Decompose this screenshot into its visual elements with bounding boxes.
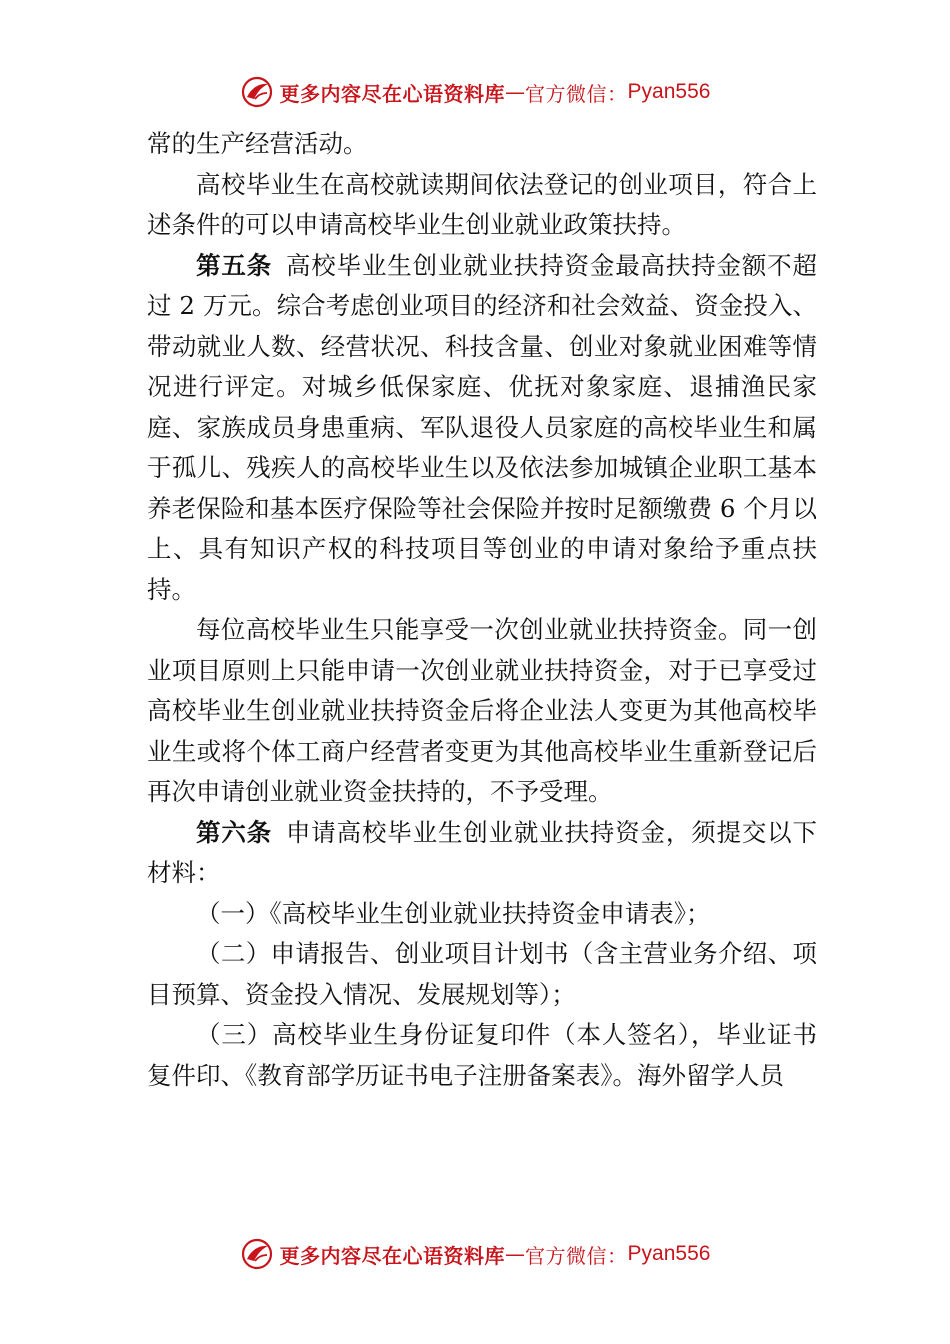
footer-watermark-banner — [0, 1234, 950, 1274]
list-item: （二）申请报告、创业项目计划书（含主营业务介绍、项目预算、资金投入情况、发展规划等）； — [147, 939, 817, 1009]
banner-wechat-id: Pyan556 — [627, 80, 711, 103]
paragraph-graduate-projects: 高校毕业生在高校就读期间依法登记的创业项目，符合上述条件的可以申请高校毕业生创业就业政策扶持。 — [147, 169, 817, 239]
banner-wechat-label: 官方微信： — [525, 81, 628, 106]
banner-separator: — — [505, 1242, 526, 1266]
list-item: （一）《高校毕业生创业就业扶持资金申请表》； — [196, 898, 711, 928]
article-5 — [147, 246, 817, 611]
banner-text: 更多内容尽在心语资料库 — [279, 81, 506, 106]
paragraph-continuation: 常的生产经营活动。 — [147, 129, 368, 158]
banner-text: 更多内容尽在心语资料库 — [279, 1243, 506, 1268]
paragraph-once-only: 每位高校毕业生只能享受一次创业就业扶持资金。同一创业项目原则上只能申请一次创业就业扶持资金，对于已享受过高校毕业生创业就业扶持资金后将企业法人变更为其他高校毕业生或将个体工商户经营者变更为其他高校毕业生重新登记后再次申请创业就业资金扶持的，不予受理。 — [147, 615, 817, 806]
article-6-label: 第六条 — [196, 817, 272, 847]
article-5-text: 高校毕业生创业就业扶持资金最高扶持金额不超过 2 万元。综合考虑创业项目的经济和社会效益、资金投入、带动就业人数、经营状况、科技含量、创业对象就业困难等情况进行评定。对城乡低保家庭、优抚对象家庭、退捕渔民家庭、家族成员身患重病、军队退役人员家庭的高校毕业生和属于孤儿、残疾人的高校毕业生以及依法参加城镇企业职工基本养老保险和基本医疗保险等社会保险并按时足额缴费 6 个月以上、具有知识产权的科技项目等创业的申请对象给予重点扶持。 — [147, 250, 818, 604]
article-6-text: 申请高校毕业生创业就业扶持资金，须提交以下材料： — [147, 817, 818, 887]
article-6 — [147, 813, 817, 894]
header-watermark-banner — [0, 72, 950, 112]
brush-circle-logo-icon — [240, 75, 274, 109]
article-5-label: 第五条 — [196, 250, 272, 280]
banner-separator: — — [505, 80, 526, 104]
banner-wechat-id: Pyan556 — [627, 1242, 711, 1265]
brush-circle-logo-icon — [240, 1237, 274, 1271]
document-body — [147, 124, 817, 1096]
banner-wechat-label: 官方微信： — [525, 1243, 628, 1268]
list-item: （三）高校毕业生身份证复印件（本人签名），毕业证书复件印、《教育部学历证书电子注册备案表》。海外留学人员 — [147, 1020, 817, 1090]
